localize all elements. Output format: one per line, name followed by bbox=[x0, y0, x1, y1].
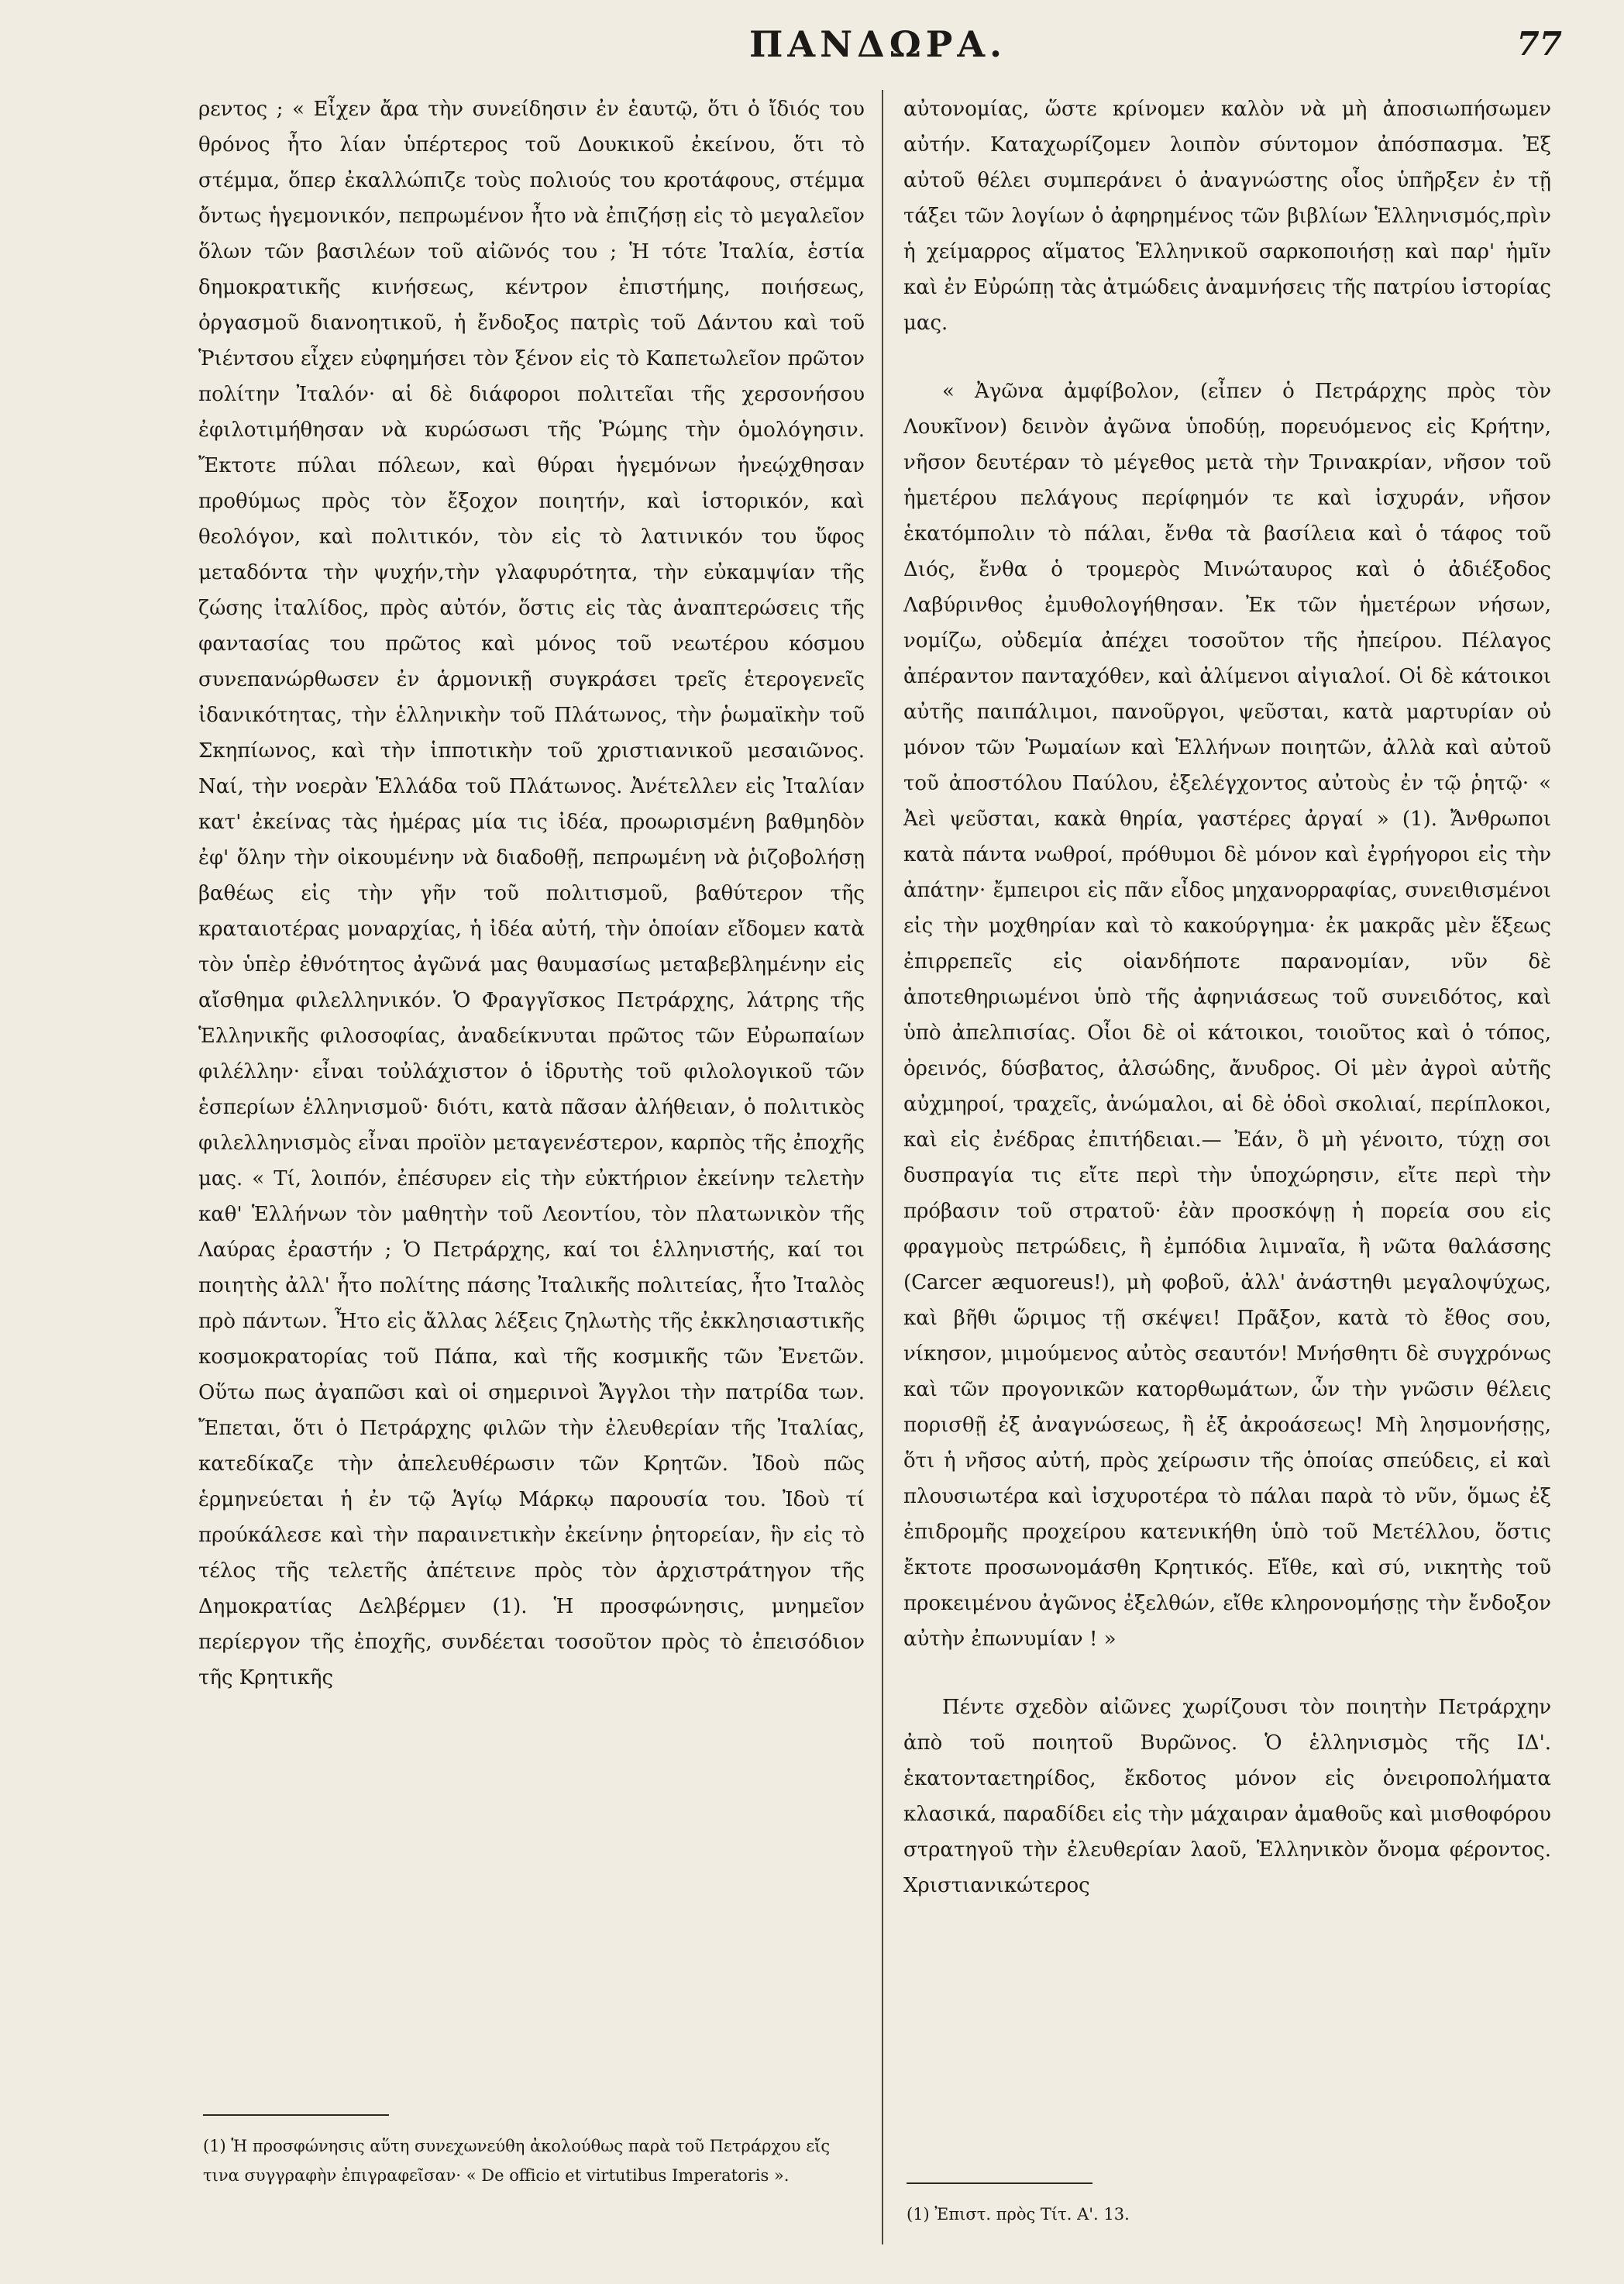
journal-title: ΠΑΝΔΩΡΑ. bbox=[748, 23, 1007, 65]
right-footnote-rule bbox=[907, 2182, 1092, 2184]
left-paragraph-1: ρεντος ; « Εἶχεν ἄρα τὴν συνείδησιν ἐν ἑαυτῷ, ὅτι ὁ ἴδιός του θρόνος ἦτο λίαν ὑπέρτερος τοῦ Δουκικοῦ ἐκείνου, ὅτι τὸ στέμμα, ὅπερ ἐκαλλώπιζε τοὺς πολιούς του κροτάφους, στέμμα ὄντως ἡγεμονικόν, πεπρωμένον ἦτο νὰ ἐπιζήσῃ εἰς τὸ μεγαλεῖον ὅλων τῶν βασιλέων τοῦ αἰῶνός του ; Ἡ τότε Ἰταλία, ἑστία δημοκρατικῆς κινήσεως, κέντρον ἐπιστήμης, ποιήσεως, ὀργασμοῦ διανοητικοῦ, ἡ ἔνδοξος πατρὶς τοῦ Δάντου καὶ τοῦ Ῥιέντσου εἶχεν εὐφημήσει τὸν ξένον εἰς τὸ Καπετωλεῖον πρῶτον πολίτην Ἰταλόν· αἱ δὲ διάφοροι πολιτεῖαι τῆς χερσονήσου ἐφιλοτιμήθησαν νὰ κυρώσωσι τῆς Ῥώμης τὴν ὁμολόγησιν. Ἔκτοτε πύλαι πόλεων, καὶ θύραι ἡγεμόνων ἠνεῴχθησαν προθύμως πρὸς τὸν ἔξοχον ποιητήν, καὶ ἱστορικόν, καὶ θεολόγον, καὶ πολιτικόν, τὸν εἰς τὸ λατινικόν του ὕφος μεταδόντα τὴν ψυχήν,τὴν γλαφυρότητα, τὴν εὐκαμψίαν τῆς ζώσης ἰταλίδος, πρὸς αὐτόν, ὅστις εἰς τὰς ἀναπτερώσεις τῆς φαντασίας του πρῶτος καὶ μόνος τοῦ νεωτέρου κόσμου συνεπανώρθωσεν ἐν ἁρμονικῇ συγκράσει τρεῖς ἑτερογενεῖς ἰδανικότητας, τὴν ἑλληνικὴν τοῦ Πλάτωνος, τὴν ῥωμαϊκὴν τοῦ Σκηπίωνος, καὶ τὴν ἱπποτικὴν τοῦ χριστιανικοῦ μεσαιῶνος. Ναί, τὴν νοερὰν Ἑλλάδα τοῦ Πλάτωνος. Ἀνέτελλεν εἰς Ἰταλίαν κατ' ἐκείνας τὰς ἡμέρας μία τις ἰδέα, προωρισμένη βαθμηδὸν ἐφ' ὅλην τὴν οἰκουμένην νὰ διαδοθῇ, πεπρωμένη νὰ ῥιζοβολήσῃ βαθέως εἰς τὴν γῆν τοῦ πολιτισμοῦ, βαθύτερον τῆς κραταιοτέρας μοναρχίας, ἡ ἰδέα αὐτή, τὴν ὁποίαν εἴδομεν κατὰ τὸν ὑπὲρ ἐθνότητος ἀγῶνά μας θαυμασίως μεταβεβλημένην εἰς αἴσθημα φιλελληνικόν. Ὁ Φραγγῖσκος Πετράρχης, λάτρης τῆς Ἑλληνικῆς φιλοσοφίας, ἀναδείκνυται πρῶτος τῶν Εὐρωπαίων φιλέλλην· εἶναι τοὐλάχιστον ὁ ἱδρυτὴς τοῦ φιλολογικοῦ τῶν ἑσπερίων ἑλληνισμοῦ· διότι, κατὰ πᾶσαν ἀλήθειαν, ὁ πολιτικὸς φιλελληνισμὸς εἶναι προϊὸν μεταγενέστερον, καρπὸς τῆς ἐποχῆς μας. « Τί, λοιπόν, ἐπέσυρεν εἰς τὴν εὐκτήριον ἐκείνην τελετὴν καθ' Ἑλλήνων τὸν μαθητὴν τοῦ Λεοντίου, τὸν πλατωνικὸν τῆς Λαύρας ἐραστήν ; Ὁ Πετράρχης, καί τοι ἑλληνιστής, καί τοι ποιητὴς ἀλλ' ἦτο πολίτης πάσης Ἰταλικῆς πολιτείας, ἦτο Ἰταλὸς πρὸ πάντων. Ἦτο εἰς ἄλλας λέξεις ζηλωτὴς τῆς ἐκκλησιαστικῆς κοσμοκρατορίας τοῦ Πάπα, καὶ τῆς κοσμικῆς τῶν Ἐνετῶν. Οὕτω πως ἀγαπῶσι καὶ οἱ σημερινοὶ Ἄγγλοι τὴν πατρίδα των. Ἔπεται, ὅτι ὁ Πετράρχης φιλῶν τὴν ἐλευθερίαν τῆς Ἰταλίας, κατεδίκαζε τὴν ἀπελευθέρωσιν τῶν Κρητῶν. Ἰδοὺ πῶς ἑρμηνεύεται ἡ ἐν τῷ Ἁγίῳ Μάρκῳ παρουσία του. Ἰδοὺ τί προύκάλεσε καὶ τὴν παραινετικὴν ἐκείνην ῥητορείαν, ἣν εἰς τὸ τέλος τῆς τελετῆς ἀπέτεινε πρὸς τὸν ἀρχιστράτηγον τῆς Δημοκρατίας Δελβέρμεν (1). Ἡ προσφώνησις, μνημεῖον περίεργον τῆς ἐποχῆς, συνδέεται τοσοῦτον πρὸς τὸ ἐπεισόδιον τῆς Κρητικῆς bbox=[198, 98, 865, 1690]
right-footnote: (1) Ἐπιστ. πρὸς Τίτ. Α'. 13. bbox=[907, 2205, 1130, 2224]
left-column bbox=[198, 91, 865, 1696]
right-paragraph-3: Πέντε σχεδὸν αἰῶνες χωρίζουσι τὸν ποιητὴν Πετράρχην ἀπὸ τοῦ ποιητοῦ Βυρῶνος. Ὁ ἑλληνισμὸς τῆς ΙΔ'. ἑκατονταετηρίδος, ἔκδοτος μόνον εἰς ὀνειροπολήματα κλασικά, παραδίδει εἰς τὴν μάχαιραν ἀμαθοῦς καὶ μισθοφόρου στρατηγοῦ τὴν ἐλευθερίαν λαοῦ, Ἑλληνικὸν ὄνομα φέροντος. Χριστιανικώτερος bbox=[903, 1696, 1551, 1897]
right-paragraph-1: αὐτονομίας, ὥστε κρίνομεν καλὸν νὰ μὴ ἀποσιωπήσωμεν αὐτήν. Καταχωρίζομεν λοιπὸν σύντομον ἀπόσπασμα. Ἐξ αὐτοῦ θέλει συμπεράνει ὁ ἀναγνώστης οἷος ὑπῆρξεν ἐν τῇ τάξει τῶν λογίων ὁ ἀφηρημένος τῶν βιβλίων Ἑλληνισμός,πρὶν ἡ χείμαρρος αἵματος Ἑλληνικοῦ σαρκοποιήσῃ καὶ παρ' ἡμῖν καὶ ἐν Εὐρώπῃ τὰς ἀτμώδεις ἀναμνήσεις τῆς πατρίου ἱστορίας μας. bbox=[903, 98, 1551, 335]
right-column bbox=[903, 91, 1551, 1903]
column-divider bbox=[882, 90, 883, 2244]
page-header bbox=[194, 23, 1562, 78]
right-paragraph-2: « Ἀγῶνα ἀμφίβολον, (εἶπεν ὁ Πετράρχης πρὸς τὸν Λουκῖνον) δεινὸν ἀγῶνα ὑποδύῃ, πορευόμενος εἰς Κρήτην, νῆσον δευτέραν τὸ μέγεθος μετὰ τὴν Τρινακρίαν, νῆσον τοῦ ἡμετέρου πελάγους περίφημόν τε καὶ ἰσχυράν, νῆσον ἑκατόμπολιν τὸ πάλαι, ἔνθα τὰ βασίλεια καὶ ὁ τάφος τοῦ Διός, ἔνθα ὁ τρομερὸς Μινώταυρος καὶ ὁ ἀδιέξοδος Λαβύρινθος ἐμυθολογήθησαν. Ἐκ τῶν ἡμετέρων νήσων, νομίζω, οὐδεμία ἀπέχει τοσοῦτον τῆς ἠπείρου. Πέλαγος ἀπέραντον πανταχόθεν, καὶ ἀλίμενοι αἰγιαλοί. Οἱ δὲ κάτοικοι αὐτῆς παιπάλιμοι, πανοῦργοι, ψεῦσται, κατὰ μαρτυρίαν οὐ μόνον τῶν Ῥωμαίων καὶ Ἑλλήνων ποιητῶν, ἀλλὰ καὶ αὐτοῦ τοῦ ἀποστόλου Παύλου, ἐξελέγχοντος αὐτοὺς ἐν τῷ ῥητῷ· « Ἀεὶ ψεῦσται, κακὰ θηρία, γαστέρες ἀργαί » (1). Ἄνθρωποι κατὰ πάντα νωθροί, πρόθυμοι δὲ μόνον καὶ ἐγρήγοροι εἰς τὴν ἀπάτην· ἔμπειροι εἰς πᾶν εἶδος μηχανορραφίας, συνειθισμένοι εἰς τὴν μοχθηρίαν καὶ τὸ κακούργημα· ἐκ μακρᾶς μὲν ἕξεως ἐπιρρεπεῖς εἰς οἱανδήποτε παρανομίαν, νῦν δὲ ἀποτεθηριωμένοι ὑπὸ τῆς ἀφηνιάσεως τοῦ συνειδότος, καὶ ὑπὸ ἀπελπισίας. Οἷοι δὲ οἱ κάτοικοι, τοιοῦτος καὶ ὁ τόπος, ὀρεινός, δύσβατος, ἀλσώδης, ἄνυδρος. Οἱ μὲν ἀγροὶ αὐτῆς αὐχμηροί, τραχεῖς, ἀνώμαλοι, αἱ δὲ ὁδοὶ σκολιαί, περίπλοκοι, καὶ εἰς ἐνέδρας ἐπιτήδειαι.— Ἐάν, ὃ μὴ γένοιτο, τύχῃ σοι δυσπραγία τις εἴτε περὶ τὴν ὑποχώρησιν, εἴτε περὶ τὴν πρόβασιν τοῦ στρατοῦ· ἐὰν προσκόψῃ ἡ πορεία σου εἰς φραγμοὺς πετρώδεις, ἢ ἐμπόδια λιμναῖα, ἢ νῶτα θαλάσσης (Carcer æquoreus!), μὴ φοβοῦ, ἀλλ' ἀνάστηθι μεγαλοψύχως, καὶ βῆθι ὥριμος τῇ σκέψει! Πρᾶξον, κατὰ τὸ ἔθος σου, νίκησον, μιμούμενος αὐτὸς σεαυτόν! Μνήσθητι δὲ συγχρόνως καὶ τῶν προγονικῶν κατορθωμάτων, ὧν τὴν γνῶσιν θέλεις πορισθῇ ἐξ ἀναγνώσεως, ἢ ἐξ ἀκροάσεως! Μὴ λησμονήσῃς, ὅτι ἡ νῆσος αὐτή, πρὸς χείρωσιν τῆς ὁποίας σπεύδεις, εἰ καὶ πλουσιωτέρα καὶ ἰσχυροτέρα τὸ πάλαι παρὰ τὸ νῦν, ὅμως ἐξ ἐπιδρομῆς προχείρου κατενικήθη ὑπὸ τοῦ Μετέλλου, ὅστις ἔκτοτε προσωνομάσθη Κρητικός. Εἴθε, καὶ σύ, νικητὴς τοῦ προκειμένου ἀγῶνος ἐξελθών, εἴθε κληρονομήσῃς τὴν ἔνδοξον αὐτὴν ἐπωνυμίαν ! » bbox=[903, 380, 1551, 1651]
left-footnote-rule bbox=[203, 2114, 389, 2116]
left-footnote: (1) Ἡ προσφώνησις αὕτη συνεχωνεύθη ἀκολούθως παρὰ τοῦ Πετράρχου εἴς τινα συγγραφὴν ἐπιγραφεῖσαν· « De officio et virtutibus Imperatoris ». bbox=[203, 2137, 831, 2185]
page-number: 77 bbox=[1516, 25, 1562, 63]
